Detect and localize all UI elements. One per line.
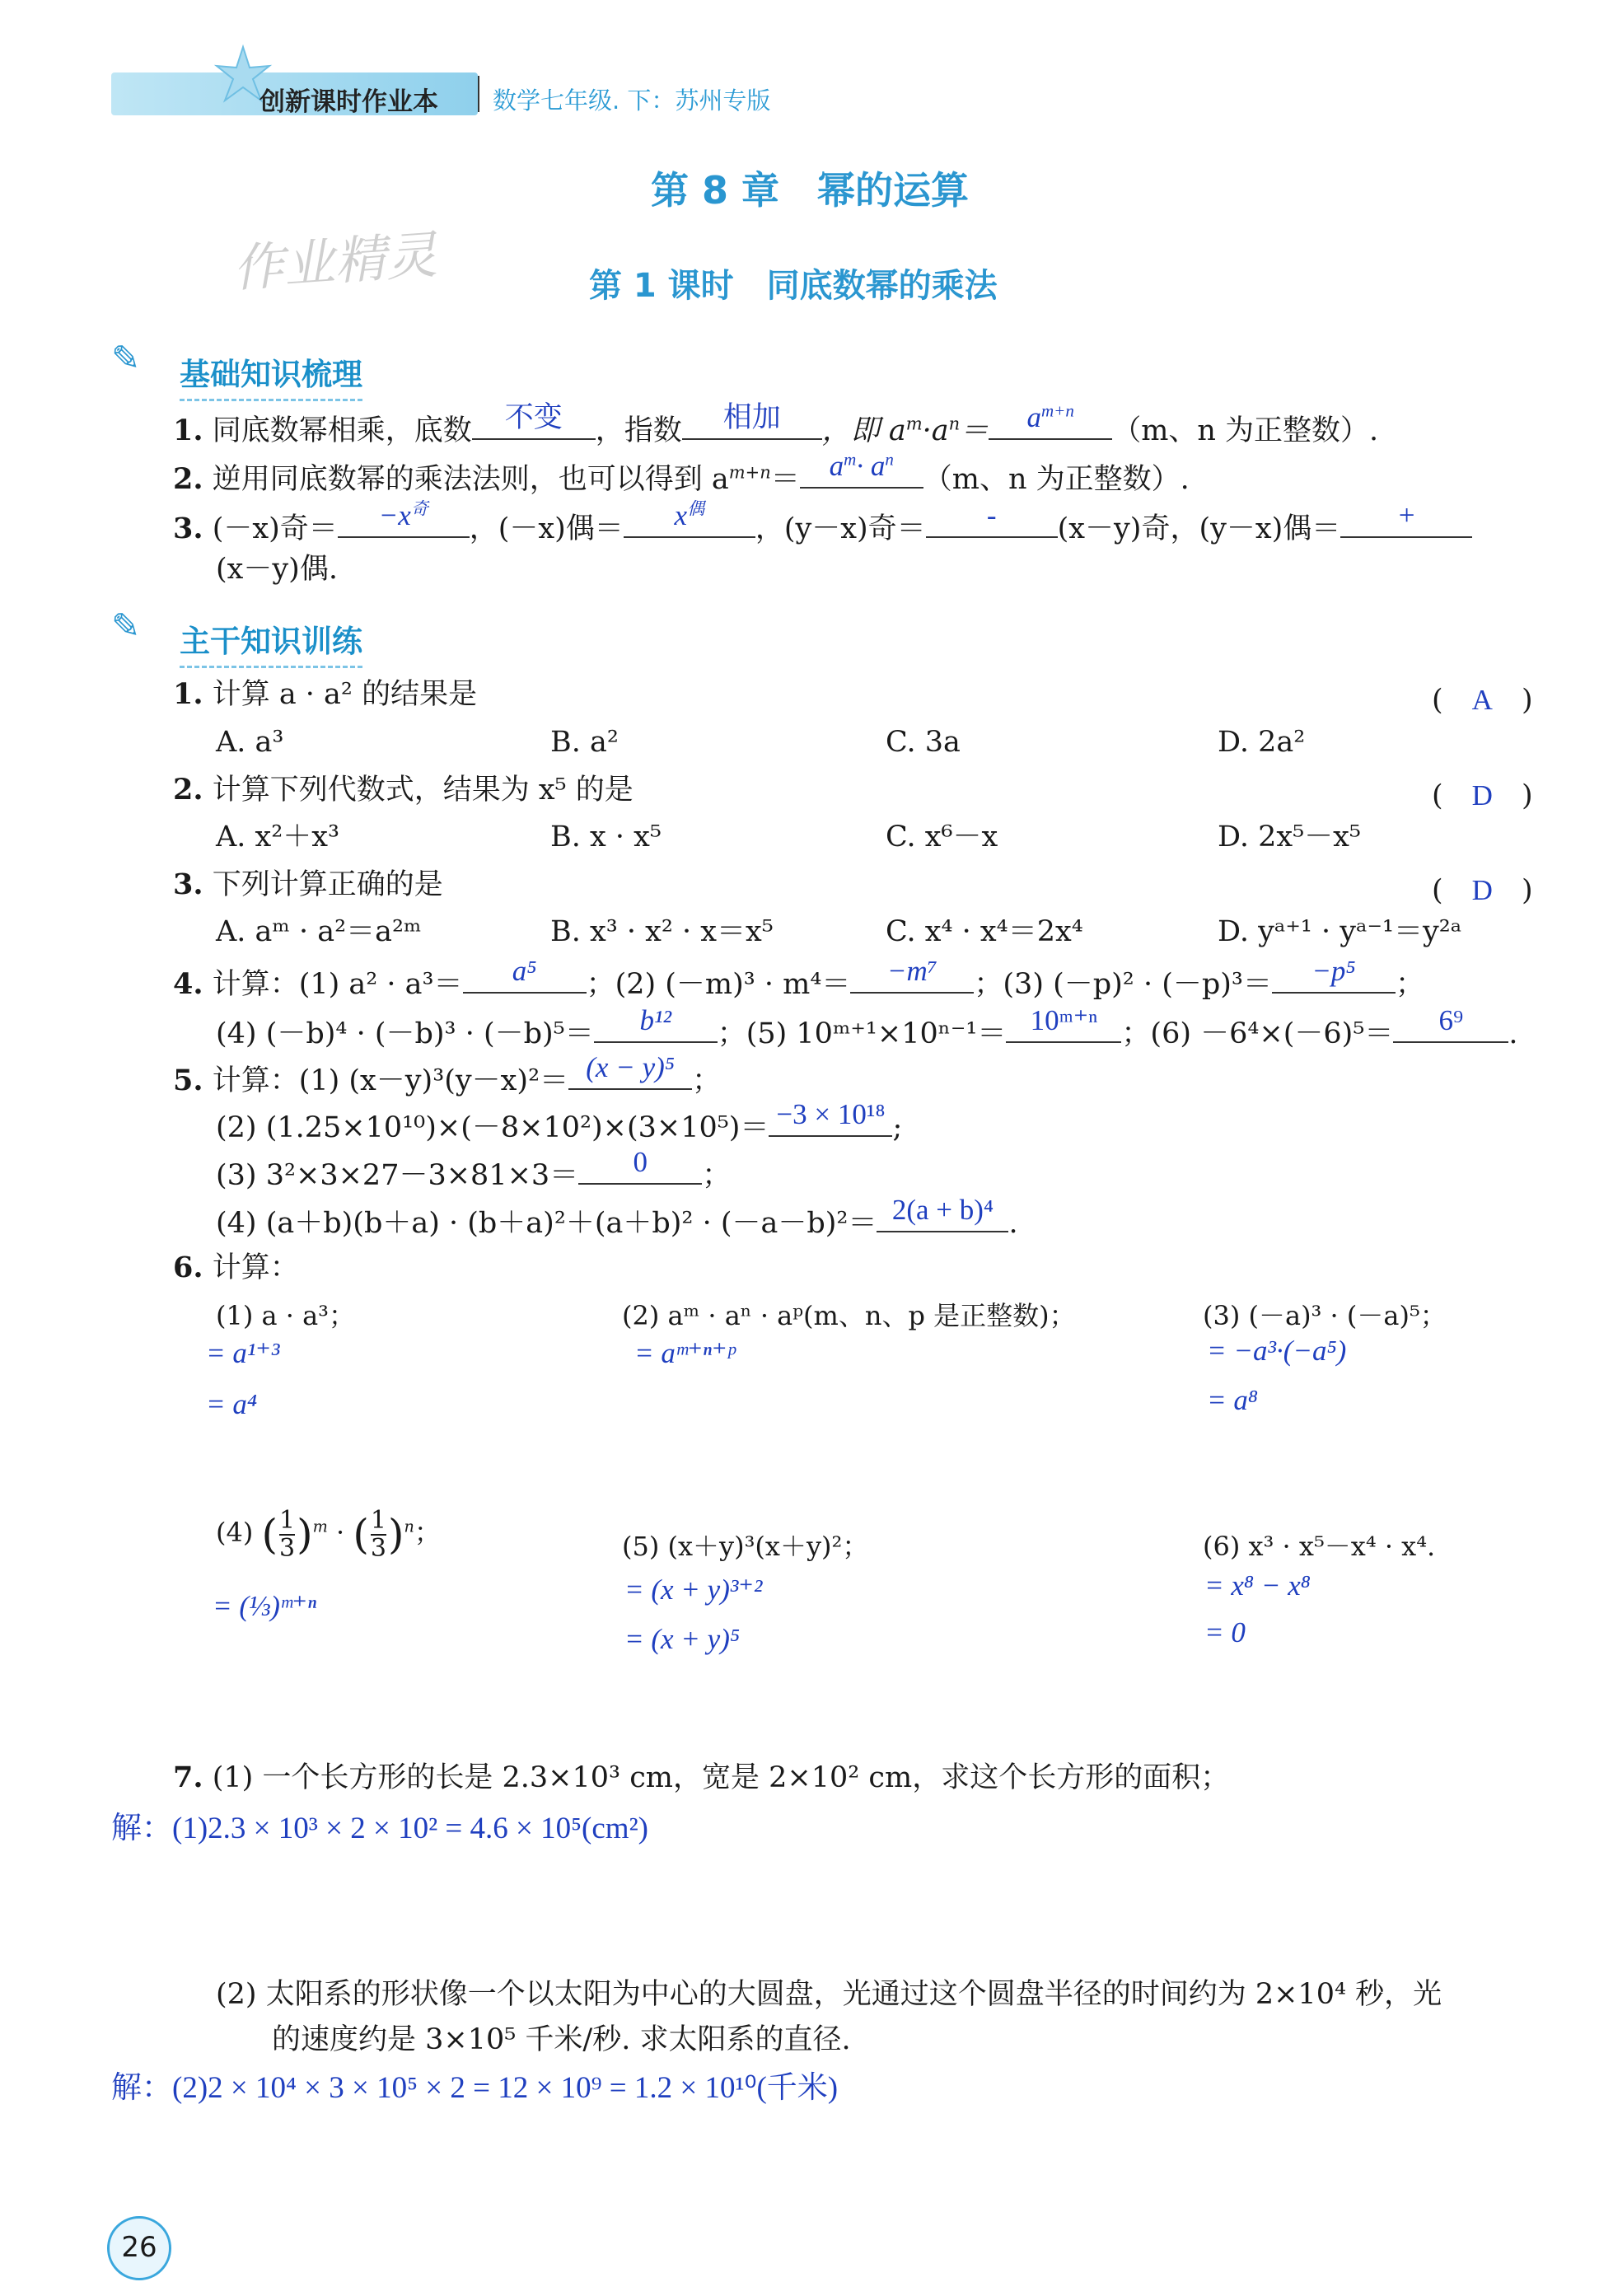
answer: (x − y)⁵ — [586, 1051, 675, 1083]
q6-ans3-l2: = a⁸ — [1207, 1384, 1259, 1416]
answer: - — [986, 499, 997, 531]
q-number: 4. — [173, 967, 203, 1001]
section-icon-2: ✎ — [111, 606, 141, 646]
q-text: ；(2) (－m)³ · m⁴＝ — [586, 968, 851, 1001]
q6-part2: (2) aᵐ · aⁿ · aᵖ(m、n、p 是正整数)； — [622, 1300, 1076, 1331]
q-text: (1) 一个长方形的长是 2.3×10³ cm，宽是 2×10² cm，求这个长方形的面积； — [212, 1761, 1230, 1794]
q-text: 计算： — [212, 1251, 299, 1284]
q6-ans4-l1: = (⅓)ᵐ⁺ⁿ — [213, 1590, 317, 1622]
q-text: 计算下列代数式，结果为 x⁵ 的是 — [212, 774, 634, 807]
q-number: 6. — [173, 1251, 203, 1284]
q6-ans5-l2: = (x + y)⁵ — [624, 1623, 741, 1655]
train-q2 — [173, 773, 634, 807]
header-subtitle: 数学七年级. 下：苏州专版 — [493, 87, 771, 115]
q3-opt-c: C. x⁴ · x⁴＝2x⁴ — [886, 915, 1083, 948]
q-text: (－x)奇＝ — [212, 512, 338, 545]
q-text: （m、n 为正整数）. — [923, 463, 1190, 496]
q-text: 计算 a · a² 的结果是 — [212, 678, 478, 711]
q-text: 计算：(1) (x－y)³(y－x)²＝ — [212, 1064, 569, 1097]
answer: $-x^奇$ — [378, 498, 428, 531]
q-text: (2) (1.25×10¹⁰)×(－8×10²)×(3×10⁵)＝ — [216, 1111, 769, 1144]
header-book-title: 创新课时作业本 — [259, 87, 438, 117]
q-text: ，指数 — [595, 414, 682, 447]
q-text: (3) 3²×3×27－3×81×3＝ — [216, 1159, 579, 1192]
q-number: 2. — [173, 462, 203, 496]
q-text: ；(3) (－p)² · (－p)³＝ — [974, 968, 1272, 1001]
q2-opt-d: D. 2x⁵－x⁵ — [1218, 821, 1361, 853]
q-text: (4) (a＋b)(b＋a) · (b＋a)²＋(a＋b)² · (－a－b)²＝ — [216, 1207, 877, 1240]
train-q1 — [173, 677, 477, 712]
q-number: 7. — [173, 1761, 203, 1794]
q6-ans5-l1: = (x + y)³⁺² — [624, 1574, 763, 1606]
q-text: ； — [1395, 968, 1424, 1001]
train-q4-line1 — [173, 955, 1424, 1002]
answer: −m⁷ — [886, 955, 937, 987]
q6-ans1-l2: = a⁴ — [206, 1388, 258, 1420]
q2-opt-a: A. x²＋x³ — [216, 821, 340, 853]
section-train-title: 主干知识训练 — [180, 616, 362, 668]
answer: 相加 — [722, 401, 781, 433]
answer-paren: ( D ) — [1432, 874, 1533, 907]
basic-q1 — [173, 400, 1379, 448]
train-q5-line2: (2) (1.25×10¹⁰)×(－8×10²)×(3×10⁵)＝ −3 × 10¹⁸ ; — [216, 1098, 903, 1144]
answer: 2(a + b)⁴ — [891, 1194, 994, 1226]
answer: 6⁹ — [1438, 1004, 1464, 1036]
q-number: 3. — [173, 512, 203, 545]
lesson-title: 第 1 课时 同底数幂的乘法 — [589, 267, 998, 305]
q1-opt-c: C. 3a — [886, 726, 961, 759]
q7-p2-line1: (2) 太阳系的形状像一个以太阳为中心的大圆盘，光通过这个圆盘半径的时间约为 2×10⁴ 秒，光 — [216, 1978, 1442, 2011]
q7-solution2: 解：(2)2 × 10⁴ × 3 × 10⁵ × 2 = 12 × 10⁹ = 1.2 × 10¹⁰(千米) — [111, 2071, 839, 2105]
q2-opt-b: B. x · x⁵ — [550, 821, 662, 853]
q6-ans6-l1: = x⁸ − x⁸ — [1204, 1569, 1311, 1602]
q3-opt-d: D. yᵃ⁺¹ · yᵃ⁻¹＝y²ᵃ — [1218, 915, 1462, 948]
basic-q3 — [173, 498, 1472, 546]
answer: 10ᵐ⁺ⁿ — [1030, 1004, 1098, 1036]
answer: $a^m\cdot a^n$ — [829, 449, 894, 482]
q6-part3: (3) (－a)³ · (－a)⁵； — [1203, 1300, 1447, 1331]
answer: A — [1471, 684, 1493, 716]
q7-p2-line2: 的速度约是 3×10⁵ 千米/秒. 求太阳系的直径. — [272, 2023, 851, 2056]
train-q5-line1: 5. 计算：(1) (x－y)³(y－x)²＝ (x − y)⁵ ； — [173, 1051, 722, 1097]
q-text: 下列计算正确的是 — [212, 868, 443, 901]
chapter-title: 第 8 章 幂的运算 — [651, 168, 970, 213]
train-q5-line4: (4) (a＋b)(b＋a) · (b＋a)²＋(a＋b)² · (－a－b)²＝ 2(a + b)⁴ . — [216, 1194, 1018, 1240]
section-basic-title: 基础知识梳理 — [180, 349, 362, 401]
answer: D — [1471, 779, 1493, 811]
q6-part5: (5) (x＋y)³(x＋y)²； — [622, 1531, 869, 1562]
q-text: . — [1508, 1017, 1518, 1050]
q1-opt-d: D. 2a² — [1218, 726, 1306, 759]
header-divider — [478, 76, 479, 112]
q7-solution1: 解：(1)2.3 × 10³ × 2 × 10² = 4.6 × 10⁵(cm²) — [111, 1812, 648, 1845]
section-icon-1: ✎ — [111, 338, 141, 378]
answer: b¹² — [639, 1004, 671, 1036]
answer: 不变 — [504, 401, 563, 433]
answer-paren: ( D ) — [1432, 779, 1533, 812]
q6-ans6-l2: = 0 — [1204, 1616, 1246, 1648]
q6-ans1-l1: = a¹⁺³ — [206, 1337, 280, 1369]
q-number: 2. — [173, 773, 203, 807]
q-text: ，(y－x)奇＝ — [755, 512, 926, 545]
train-q4-line2 — [216, 1004, 1518, 1051]
q-text: (4) (－b)⁴ · (－b)³ · (－b)⁵＝ — [216, 1017, 594, 1050]
answer: a⁵ — [512, 955, 537, 987]
q6-ans2-l1: = aᵐ⁺ⁿ⁺ᵖ — [634, 1337, 736, 1369]
q-text: 逆用同底数幂的乘法法则，也可以得到 $a^{m+n}=$ — [212, 462, 800, 496]
train-q3 — [173, 867, 443, 902]
q-text: ；(6) －6⁴×(－6)⁵＝ — [1121, 1017, 1394, 1050]
q6-ans3-l1: = −a³·(−a⁵) — [1207, 1335, 1347, 1367]
q-number: 1. — [173, 677, 203, 711]
answer-paren: ( A ) — [1432, 684, 1533, 717]
q3-opt-a: A. aᵐ · a²＝a²ᵐ — [216, 915, 422, 948]
q-text: ，(－x)偶＝ — [469, 512, 624, 545]
q2-opt-c: C. x⁶－x — [886, 821, 998, 853]
train-q6 — [173, 1251, 299, 1285]
basic-q3-cont: (x－y)偶. — [216, 553, 338, 586]
page-number: 26 — [121, 2231, 157, 2264]
q-text: （m、n 为正整数）. — [1112, 414, 1379, 447]
q-number: 3. — [173, 867, 203, 901]
q1-opt-a: A. a³ — [216, 726, 284, 759]
q6-part1: (1) a · a³； — [216, 1300, 356, 1331]
answer: $a^{m+n}$ — [1026, 400, 1074, 433]
train-q7-p1 — [173, 1761, 1229, 1795]
q1-opt-b: B. a² — [550, 726, 619, 759]
q6-part6: (6) x³ · x⁵－x⁴ · x⁴. — [1203, 1531, 1436, 1562]
q-text: ；(5) 10ᵐ⁺¹×10ⁿ⁻¹＝ — [717, 1017, 1007, 1050]
watermark: 作业精灵 — [231, 224, 439, 299]
train-q5-line3: (3) 3²×3×27－3×81×3＝ 0 ； — [216, 1146, 732, 1192]
answer: −p⁵ — [1311, 955, 1356, 987]
answer: −3 × 10¹⁸ — [776, 1098, 886, 1130]
q-text: 同底数幂相乘，底数 — [212, 414, 472, 447]
q-text: ，即 $a^m\cdot a^n=$ — [821, 414, 989, 447]
q-number: 5. — [173, 1064, 203, 1097]
answer: D — [1471, 874, 1493, 906]
q6-part4: (4) ( $\frac{1}{3}$ )$^m$ · ( $\frac{1}{3}$ )$^n$； — [216, 1506, 441, 1563]
answer: $x^偶$ — [674, 498, 705, 531]
basic-q2 — [173, 449, 1190, 497]
q3-opt-b: B. x³ · x² · x＝x⁵ — [550, 915, 774, 948]
answer: 0 — [633, 1146, 648, 1178]
q-text: (x－y)奇，(y－x)偶＝ — [1057, 512, 1341, 545]
q-text: 计算：(1) a² · a³＝ — [212, 968, 463, 1001]
q-number: 1. — [173, 414, 203, 447]
answer: + — [1396, 499, 1417, 531]
